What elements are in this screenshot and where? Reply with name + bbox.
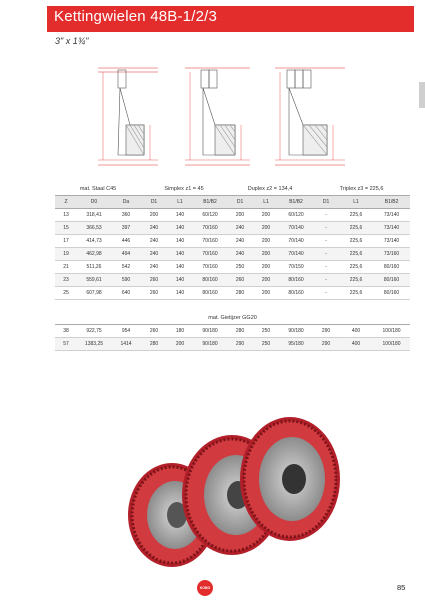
table-cell: 17 bbox=[55, 235, 77, 248]
material-steel-label: mat. Staal C45 bbox=[79, 186, 117, 192]
table-cell: 414,73 bbox=[77, 235, 111, 248]
table-cell: 70/160 bbox=[193, 235, 227, 248]
table-cell: 225,6 bbox=[339, 287, 373, 300]
table-cell: 38 bbox=[55, 325, 77, 338]
column-header: D1 bbox=[313, 196, 339, 209]
column-header: Da bbox=[111, 196, 141, 209]
table-row bbox=[55, 248, 410, 261]
table-cell: 397 bbox=[111, 222, 141, 235]
table-cell: 240 bbox=[141, 235, 167, 248]
table-cell: 250 bbox=[253, 338, 279, 351]
table-cell: 462,98 bbox=[77, 248, 111, 261]
table-cell: 290 bbox=[227, 338, 253, 351]
table-cell: 60/120 bbox=[193, 209, 227, 222]
table-cell: 140 bbox=[167, 222, 193, 235]
table-cell: 225,6 bbox=[339, 235, 373, 248]
table-cell: 446 bbox=[111, 235, 141, 248]
table-cell: 366,53 bbox=[77, 222, 111, 235]
table-cell: 60/120 bbox=[279, 209, 313, 222]
sprockets-product-image bbox=[120, 397, 342, 575]
table-cell: - bbox=[313, 248, 339, 261]
table-cell: 13 bbox=[55, 209, 77, 222]
table-cell: 140 bbox=[167, 274, 193, 287]
table-cell: 57 bbox=[55, 338, 77, 351]
spec-table bbox=[55, 183, 410, 351]
table-cell: - bbox=[313, 235, 339, 248]
side-tab-marker bbox=[419, 82, 425, 108]
table-cell: 542 bbox=[111, 261, 141, 274]
table-cell: 80/160 bbox=[193, 287, 227, 300]
table-cell: 290 bbox=[313, 325, 339, 338]
table-cell: 400 bbox=[339, 325, 373, 338]
table-cell: 260 bbox=[141, 325, 167, 338]
table-cell: 80/160 bbox=[279, 274, 313, 287]
simplex-label: Simplex z1 = 45 bbox=[164, 186, 204, 192]
table-cell: - bbox=[313, 222, 339, 235]
table-cell: 23 bbox=[55, 274, 77, 287]
table-cell: 250 bbox=[227, 261, 253, 274]
table-cell: 240 bbox=[141, 222, 167, 235]
spec-table-container bbox=[55, 183, 410, 351]
table-cell: - bbox=[313, 209, 339, 222]
table-cell: 100/180 bbox=[373, 338, 410, 351]
duplex-drawing bbox=[185, 68, 250, 165]
table-cell: 559,61 bbox=[77, 274, 111, 287]
column-header: B1/B2 bbox=[193, 196, 227, 209]
table-cell: 200 bbox=[253, 248, 279, 261]
table-cell: 400 bbox=[339, 338, 373, 351]
triplex-drawing bbox=[275, 68, 345, 165]
page-title: Kettingwielen 48B-1/2/3 bbox=[54, 8, 218, 25]
table-cell: 318,41 bbox=[77, 209, 111, 222]
table-row bbox=[55, 287, 410, 300]
table-cell: 70/160 bbox=[193, 248, 227, 261]
table-cell: 225,6 bbox=[339, 222, 373, 235]
table-row bbox=[55, 274, 410, 287]
table-cell: 73/140 bbox=[373, 209, 410, 222]
technical-drawings bbox=[90, 60, 355, 175]
table-cell: 200 bbox=[253, 274, 279, 287]
table-cell: 80/160 bbox=[373, 261, 410, 274]
group-header-row bbox=[55, 183, 410, 196]
table-cell: 95/180 bbox=[279, 338, 313, 351]
column-header: L1 bbox=[253, 196, 279, 209]
column-header: B1/B2 bbox=[279, 196, 313, 209]
table-cell: 607,98 bbox=[77, 287, 111, 300]
table-cell: 922,75 bbox=[77, 325, 111, 338]
table-row bbox=[55, 235, 410, 248]
table-row bbox=[55, 338, 410, 351]
table-cell: 200 bbox=[167, 338, 193, 351]
column-header: Z bbox=[55, 196, 77, 209]
table-cell: 954 bbox=[111, 325, 141, 338]
table-cell: 1414 bbox=[111, 338, 141, 351]
table-cell: 240 bbox=[141, 261, 167, 274]
table-cell: 80/160 bbox=[373, 287, 410, 300]
table-cell: 260 bbox=[141, 287, 167, 300]
page-number: 85 bbox=[397, 583, 406, 592]
gg-material-row bbox=[55, 312, 410, 325]
table-cell: 640 bbox=[111, 287, 141, 300]
table-cell: - bbox=[313, 274, 339, 287]
column-header-row bbox=[55, 196, 410, 209]
table-cell: 25 bbox=[55, 287, 77, 300]
table-cell: 73/140 bbox=[373, 235, 410, 248]
table-cell: 73/160 bbox=[373, 248, 410, 261]
table-cell: 200 bbox=[141, 209, 167, 222]
table-cell: 290 bbox=[313, 338, 339, 351]
table-cell: 70/140 bbox=[279, 222, 313, 235]
column-header: D1 bbox=[227, 196, 253, 209]
table-cell: 80/160 bbox=[373, 274, 410, 287]
table-row bbox=[55, 222, 410, 235]
table-cell: 140 bbox=[167, 209, 193, 222]
table-cell: 200 bbox=[227, 209, 253, 222]
table-cell: 80/160 bbox=[279, 287, 313, 300]
table-row bbox=[55, 209, 410, 222]
table-cell: 70/140 bbox=[279, 235, 313, 248]
table-cell: 1383,25 bbox=[77, 338, 111, 351]
table-cell: 225,6 bbox=[339, 261, 373, 274]
duplex-label: Duplex z2 = 134,4 bbox=[247, 186, 293, 192]
table-cell: 90/180 bbox=[193, 338, 227, 351]
material-castiron-label: mat. Gietijzer GG20 bbox=[208, 315, 257, 321]
table-cell: 200 bbox=[253, 235, 279, 248]
column-header: D0 bbox=[77, 196, 111, 209]
table-cell: 19 bbox=[55, 248, 77, 261]
table-cell: 70/160 bbox=[193, 261, 227, 274]
column-header: D1 bbox=[141, 196, 167, 209]
table-cell: 280 bbox=[141, 338, 167, 351]
page-subtitle: 3" x 1¾" bbox=[55, 36, 89, 46]
table-cell: 511,26 bbox=[77, 261, 111, 274]
table-cell: 180 bbox=[167, 325, 193, 338]
table-cell: 15 bbox=[55, 222, 77, 235]
table-cell: 240 bbox=[227, 222, 253, 235]
column-header: L1 bbox=[167, 196, 193, 209]
table-cell: 260 bbox=[227, 274, 253, 287]
table-cell: 140 bbox=[167, 287, 193, 300]
table-cell: 280 bbox=[227, 325, 253, 338]
table-row bbox=[55, 261, 410, 274]
table-cell: 21 bbox=[55, 261, 77, 274]
table-cell: - bbox=[313, 287, 339, 300]
table-cell: 250 bbox=[253, 325, 279, 338]
table-cell: 70/160 bbox=[193, 222, 227, 235]
table-cell: 90/180 bbox=[193, 325, 227, 338]
large-sprocket bbox=[240, 417, 340, 541]
table-cell: 240 bbox=[227, 248, 253, 261]
table-cell: 225,6 bbox=[339, 248, 373, 261]
table-cell: 494 bbox=[111, 248, 141, 261]
simplex-drawing bbox=[98, 68, 158, 165]
triplex-label: Triplex z3 = 225,6 bbox=[339, 186, 384, 192]
column-header: L1 bbox=[339, 196, 373, 209]
table-cell: - bbox=[313, 261, 339, 274]
table-cell: 225,6 bbox=[339, 209, 373, 222]
table-cell: 100/180 bbox=[373, 325, 410, 338]
table-cell: 70/150 bbox=[279, 261, 313, 274]
table-cell: 200 bbox=[253, 222, 279, 235]
table-cell: 73/140 bbox=[373, 222, 410, 235]
table-cell: 90/180 bbox=[279, 325, 313, 338]
table-cell: 70/140 bbox=[279, 248, 313, 261]
column-header: B1/B2 bbox=[373, 196, 410, 209]
table-cell: 590 bbox=[111, 274, 141, 287]
kobo-logo: KOBO bbox=[197, 580, 213, 596]
table-cell: 240 bbox=[141, 248, 167, 261]
table-cell: 140 bbox=[167, 248, 193, 261]
table-cell: 260 bbox=[141, 274, 167, 287]
table-cell: 140 bbox=[167, 261, 193, 274]
table-cell: 200 bbox=[253, 209, 279, 222]
table-cell: 80/160 bbox=[193, 274, 227, 287]
table-cell: 280 bbox=[227, 287, 253, 300]
table-cell: 225,6 bbox=[339, 274, 373, 287]
table-cell: 240 bbox=[227, 235, 253, 248]
table-cell: 200 bbox=[253, 261, 279, 274]
table-cell: 360 bbox=[111, 209, 141, 222]
table-cell: 140 bbox=[167, 235, 193, 248]
table-cell: 200 bbox=[253, 287, 279, 300]
table-row bbox=[55, 325, 410, 338]
